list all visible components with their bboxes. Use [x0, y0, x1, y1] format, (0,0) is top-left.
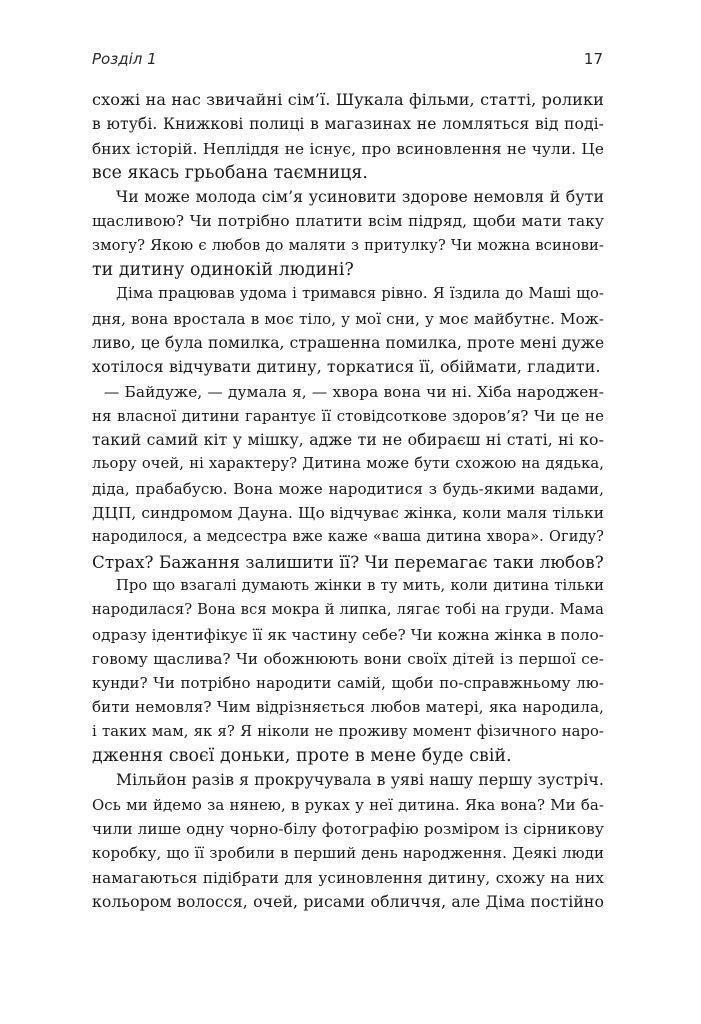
text-line: Про що взагалі думають жінки в ту мить, коли дитина тільки [116, 576, 604, 594]
text-line: діда, прабабусю. Вона може народитися з будь-якими вадами, [92, 479, 604, 498]
body-text [92, 88, 604, 914]
text-line: Мільйон разів я прокручувала в уяві нашу першу зустріч. [116, 770, 604, 790]
text-line: дження своєї доньки, проте в мене буде свій. [92, 746, 512, 767]
text-line: кунди? Чи потрібно народити самій, щоби по-справжньому лю- [92, 674, 604, 693]
text-line: хотілося відчувати дитину, торкатися її, обіймати, гладити. [92, 357, 601, 377]
text-line: чили лише одну чорно-білу фотографію розміром із сірникову [92, 819, 604, 838]
text-line: ня власної дитини гарантує її стовідсоткове здоров’я? Чи це не [92, 406, 604, 425]
text-line: ти дитину одинокій людині? [92, 260, 354, 281]
text-line: схожі на нас звичайні сім’ї. Шукала фільми, статті, ролики [92, 90, 604, 109]
running-head [92, 50, 603, 74]
text-line: щасливою? Чи потрібно платити всім підряд, щоби мати таку [92, 212, 604, 231]
text-line: Ось ми йдемо за нянею, в руках у неї дитина. Яка вона? Ми ба- [92, 795, 604, 814]
text-line: і таких мам, як я? Я ніколи не проживу момент фізичного наро- [92, 722, 604, 740]
text-line: одразу ідентифікує її як частину себе? Чи кожна жінка в поло- [92, 625, 604, 644]
text-line: бних історій. Непліддя не існує, про всиновлення не чули. Це [92, 139, 604, 158]
text-line: — Байдуже, — думала я, — хвора вона чи ні. Хіба народжен- [104, 382, 604, 401]
text-line: намагаються підібрати для усиновлення дитину, схожу на них [92, 868, 604, 887]
text-line: ливо, це була помилка, страшенна помилка, проте мені дуже [92, 333, 605, 352]
text-line: говому щаслива? Чи обожнюють вони своїх дітей із першої се- [92, 649, 604, 668]
text-line: Діма працював удома і тримався рівно. Я їздила до Маші що- [116, 285, 604, 303]
page-number: 17 [583, 50, 603, 68]
text-line: бити немовля? Чим відрізняється любов матері, яка народила, [92, 698, 604, 717]
text-line: в ютубі. Книжкові полиці в магазинах не ломляться від поді- [92, 115, 604, 134]
text-line: народилася? Вона вся мокра й липка, лягає тобі на груди. Мама [92, 601, 604, 619]
chapter-label: Розділ 1 [92, 50, 157, 68]
text-line: все якась грьобана таємниця. [92, 162, 368, 183]
text-line: дня, вона вростала в моє тіло, у мої сни, у моє майбутнє. Мож- [92, 309, 604, 328]
text-line: народилося, а медсестра вже каже «ваша дитина хвора». Огиду? [92, 529, 604, 546]
text-line: змогу? Якою є любов до маляти з притулку? Чи можна всинови- [92, 236, 604, 254]
text-line: коробку, що її зробили в перший день народження. Деякі люди [92, 844, 604, 863]
text-line: кольором волосся, очей, рисами обличчя, але Діма постійно [92, 891, 604, 911]
text-line: такий самий кіт у мішку, адже ти не обираєш ні статі, ні ко- [92, 430, 604, 450]
text-line: Чи може молода сім’я усиновити здорове немовля й бути [116, 187, 604, 207]
text-line: льору очей, ні характеру? Дитина може бути схожою на дядька, [92, 455, 604, 473]
text-line: Страх? Бажання залишити її? Чи перемагає таки любов? [92, 551, 604, 572]
text-line: ДЦП, синдромом Дауна. Що відчуває жінка, коли маля тільки [92, 504, 604, 523]
